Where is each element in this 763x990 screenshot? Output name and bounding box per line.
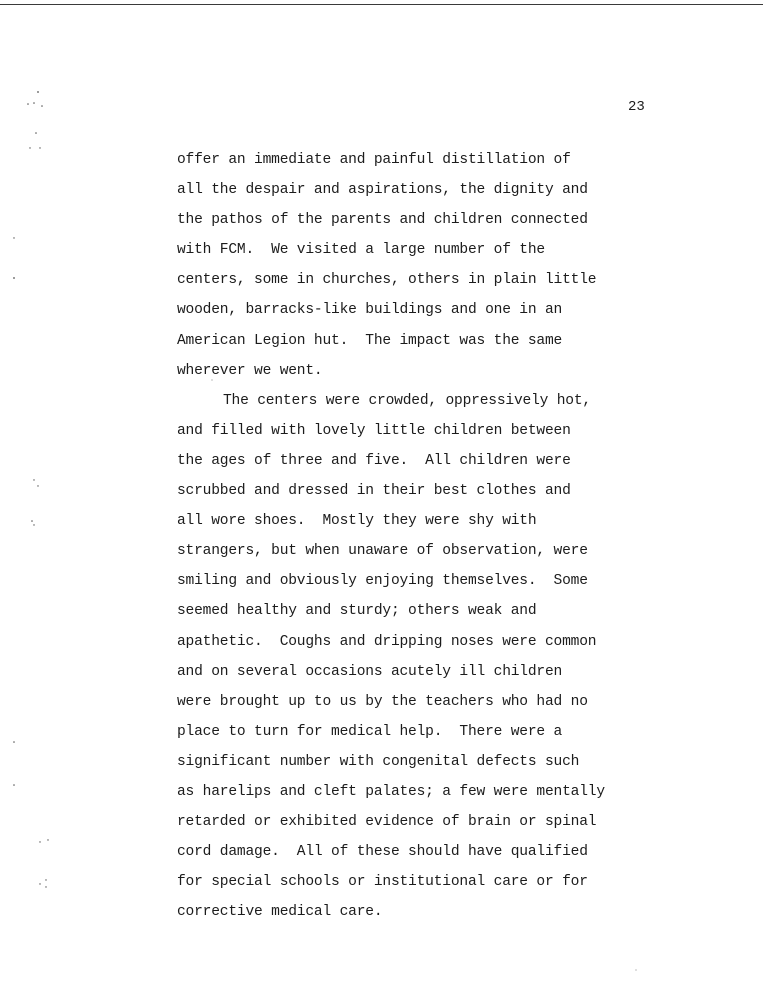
text-line: corrective medical care. <box>177 904 383 921</box>
text-line: place to turn for medical help. There were a <box>177 723 563 740</box>
text-line: retarded or exhibited evidence of brain or spinal <box>177 814 597 831</box>
text-line: all the despair and aspirations, the dignity and <box>177 182 588 199</box>
text-line: wooden, barracks-like buildings and one in an <box>177 302 563 319</box>
text-line: scrubbed and dressed in their best clothes and <box>177 483 571 500</box>
text-line: all wore shoes. Mostly they were shy with <box>177 513 537 530</box>
text-line: the pathos of the parents and children connected <box>177 212 588 229</box>
text-line: wherever we went. <box>177 362 323 379</box>
text-line: with FCM. We visited a large number of the <box>177 242 545 259</box>
text-line: for special schools or institutional care or for <box>177 874 588 891</box>
text-line: and filled with lovely little children between <box>177 422 571 439</box>
paragraph-2 <box>177 386 647 928</box>
text-line: strangers, but when unaware of observation, were <box>177 543 588 560</box>
text-line: American Legion hut. The impact was the same <box>177 332 563 349</box>
text-line: as harelips and cleft palates; a few were mentally <box>177 783 605 800</box>
text-line: centers, some in churches, others in plain little <box>177 272 597 289</box>
page-top-edge-rule <box>0 4 763 5</box>
text-line: the ages of three and five. All children were <box>177 452 571 469</box>
text-line: apathetic. Coughs and dripping noses were common <box>177 633 597 650</box>
text-line: significant number with congenital defects such <box>177 753 580 770</box>
text-line: seemed healthy and sturdy; others weak and <box>177 603 537 620</box>
paragraph-1 <box>177 145 647 386</box>
text-line: were brought up to us by the teachers who had no <box>177 693 588 710</box>
text-line-indented: The centers were crowded, oppressively hot, <box>223 392 591 409</box>
page-number: 23 <box>628 99 645 115</box>
body-text <box>177 145 647 927</box>
text-line: and on several occasions acutely ill children <box>177 663 563 680</box>
text-line: offer an immediate and painful distillation of <box>177 152 571 168</box>
text-line: smiling and obviously enjoying themselves. Some <box>177 573 588 590</box>
text-line: cord damage. All of these should have qualified <box>177 844 588 861</box>
